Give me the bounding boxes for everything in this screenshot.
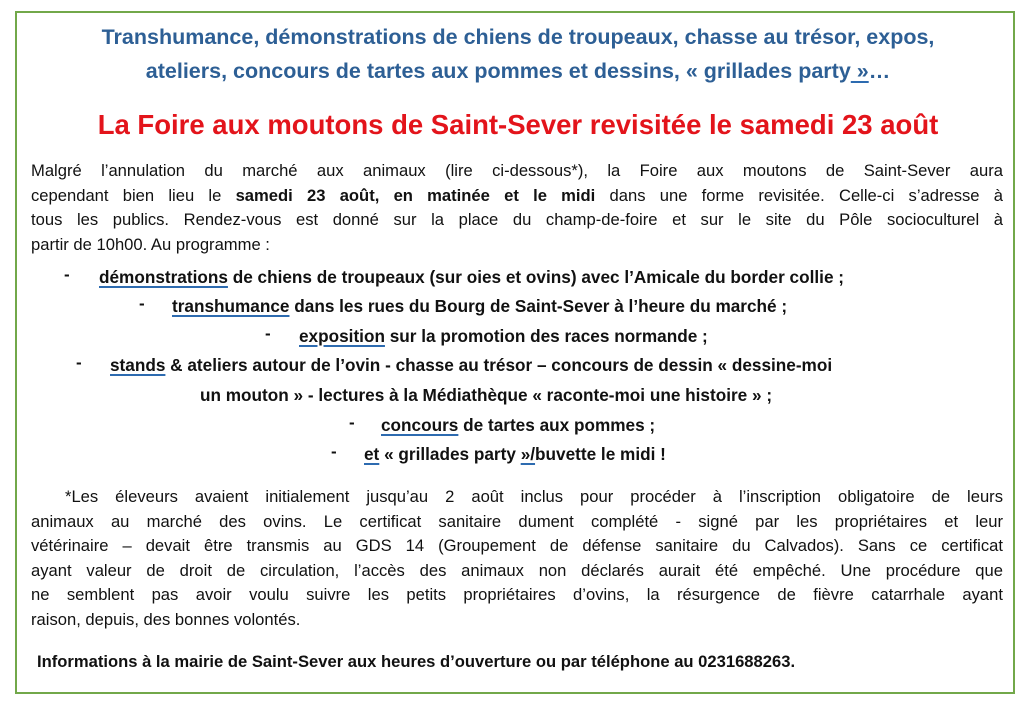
program-item-4-keyword: stands [110,355,166,375]
program-item-demonstrations [99,265,844,289]
program-item-exposition [299,324,708,348]
footnote-line-1: *Les éleveurs avaient initialement jusqu’au 2 août inclus pour procéder à l’inscription obligatoire de leurs [31,487,1003,506]
contact-info: Informations à la mairie de Saint-Sever aux heures d’ouverture ou par téléphone au 0231688263. [37,652,796,671]
footnote-line-6: raison, depuis, des bonnes volontés. [31,609,301,629]
footnote-line-5: ne semblent pas avoir voulu suivre les petits propriétaires d’ovins, la résurgence de fièvre catarrhale ayant [31,585,1003,604]
program-item-1-text: de chiens de troupeaux (sur oies et ovins) avec l’Amicale du border collie ; [227,267,845,287]
subtitle-line-2-text: ateliers, concours de tartes aux pommes et dessins, « grillades party [145,59,851,83]
program-item-6-keyword: et [364,444,380,464]
subtitle-line-2 [18,56,1018,86]
program-item-stands [110,353,832,377]
intro-line-2 [31,184,1003,209]
program-item-3-text: sur la promotion des races normande ; [384,326,708,346]
program-item-grillades [364,442,666,466]
subtitle-quote-close: » [850,59,869,83]
program-item-stands-line-2: un mouton » - lectures à la Médiathèque « raconte-moi une histoire » ; [200,385,773,405]
intro-date-bold: samedi 23 août, en matinée et le midi [235,185,596,205]
bullet-dash-5: - [349,413,355,432]
footnote-paragraph [31,485,1003,632]
program-item-1-keyword: démonstrations [99,267,228,287]
program-item-6-quote: »/ [520,444,536,464]
footnote-line-3: vétérinaire – devait être transmis au GDS 14 (Groupement de défense sanitaire du Calvados). Sans ce certificat [31,536,1003,555]
intro-line-1: Malgré l’annulation du marché aux animaux (lire ci-dessous*), la Foire aux moutons de Saint-Sever aura [31,161,1003,180]
program-item-5-keyword: concours [381,415,459,435]
program-item-concours [381,413,655,437]
subtitle-line-1: Transhumance, démonstrations de chiens de troupeaux, chasse au trésor, expos, [101,25,935,49]
page-title: La Foire aux moutons de Saint-Sever revisitée le samedi 23 août [97,109,939,140]
footnote-line-2: animaux au marché des ovins. Le certificat sanitaire dument complété - signé par les propriétaires et leur [31,511,1003,531]
program-item-3-keyword: exposition [299,326,385,346]
bullet-dash-2: - [139,294,145,313]
intro-line-4: partir de 10h00. Au programme : [31,234,270,254]
bullet-dash-4: - [76,353,82,372]
intro-line-2-c: dans une forme revisitée. Celle-ci s’adresse à [595,185,1003,205]
program-item-5-text: de tartes aux pommes ; [458,415,656,435]
program-item-transhumance [172,294,787,318]
intro-line-3: tous les publics. Rendez-vous est donné sur la place du champ-de-foire et sur le site du Pôle socioculturel à [31,210,1003,229]
subtitle-ellipsis: … [868,59,891,83]
bullet-dash-1: - [64,265,70,284]
program-item-4-text: & ateliers autour de l’ovin - chasse au trésor – concours de dessin « dessine-moi [165,355,833,375]
bullet-dash-6: - [331,442,337,461]
intro-line-2-a: cependant bien lieu le [31,185,236,205]
footnote-line-4: ayant valeur de droit de circulation, l’accès des animaux non déclarés aurait été empêché. Une procédure que [31,560,1003,580]
program-item-6-text-b: buvette le midi ! [535,444,666,464]
program-item-2-text: dans les rues du Bourg de Saint-Sever à l’heure du marché ; [289,296,788,316]
bullet-dash-3: - [265,324,271,343]
program-item-2-keyword: transhumance [172,296,290,316]
program-item-6-text-a: « grillades party [379,444,521,464]
intro-paragraph [31,159,1003,257]
